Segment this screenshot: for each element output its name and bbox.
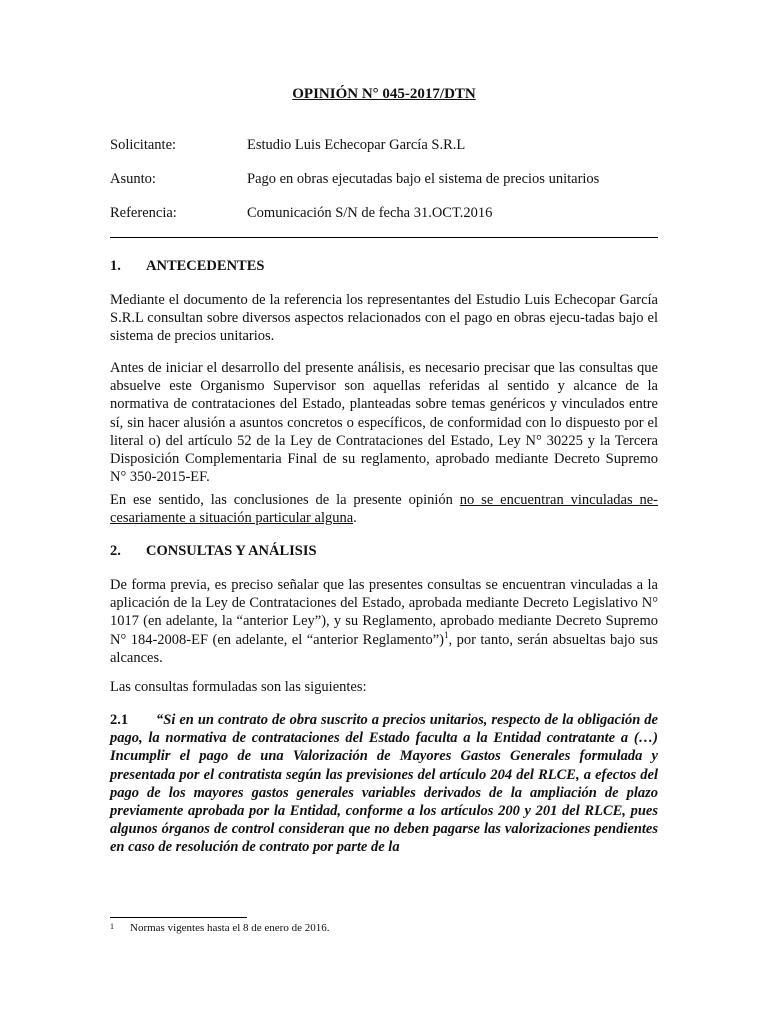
section-1-title: ANTECEDENTES xyxy=(146,258,265,274)
footnote-text: Normas vigentes hasta el 8 de enero de 2016. xyxy=(130,922,330,934)
section-1-number: 1. xyxy=(110,258,121,274)
footnote-divider xyxy=(110,917,247,918)
section-1-paragraph-3 xyxy=(110,491,658,527)
section-1-heading xyxy=(110,258,264,275)
referencia-value: Comunicación S/N de fecha 31.OCT.2016 xyxy=(247,205,493,221)
section-2-p1-end: , por tanto, serán absueltas bajo sus alcances. xyxy=(110,631,658,666)
paragraph-3-end: . xyxy=(353,510,357,527)
section-2-title: CONSULTAS Y ANÁLISIS xyxy=(146,543,317,559)
solicitante-value: Estudio Luis Echecopar García S.R.L xyxy=(247,137,466,153)
question-2-1 xyxy=(110,711,658,857)
section-2-p1-text: De forma previa, es preciso señalar que las presentes consultas se encuentran vinculadas a la aplicación de la Ley de Contrataciones del Estado, aprobada mediante Decreto Legislativo N° 1017 (en adelante, la “anterior Ley”), y su Reglamento, aprobado mediante Decreto Supremo N° 184-2008-EF (en adelante, el “anterior Reglamento”) xyxy=(110,577,658,648)
section-1-paragraph-2: Antes de iniciar el desarrollo del presente análisis, es necesario precisar que las consultas que absuelve este Organismo Supervisor son aquellas referidas al sentido y alcance de la normativa de contrataciones del Estado, planteadas sobre temas genéricos y vinculados entre sí, sin hacer alusión a asuntos concretos o específicos, de conformidad con lo dispuesto por el literal o) del artículo 52 de la Ley de Contrataciones del Estado, Ley N° 30225 y la Tercera Disposición Complementaria Final de su reglamento, aprobado mediante Decreto Supremo N° 350-2015-EF. xyxy=(110,360,658,486)
asunto-label: Asunto: xyxy=(110,171,156,187)
section-1-paragraph-1: Mediante el documento de la referencia los representantes del Estudio Luis Echecopar García S.R.L consultan sobre diversos aspectos relacionados con el pago en obras ejecu-tadas bajo el sistema de precios unitarios. xyxy=(110,292,658,345)
section-2-paragraph-2: Las consultas formuladas son las siguientes: xyxy=(110,679,367,695)
footnote-number: 1 xyxy=(110,922,114,931)
referencia-label: Referencia: xyxy=(110,205,177,221)
asunto-value: Pago en obras ejecutadas bajo el sistema de precios unitarios xyxy=(247,171,600,187)
section-2-heading xyxy=(110,543,317,560)
document-title: OPINIÓN N° 045-2017/DTN xyxy=(292,86,476,102)
solicitante-label: Solicitante: xyxy=(110,137,177,153)
section-2-number: 2. xyxy=(110,543,121,559)
footnote-ref[interactable]: 1 xyxy=(444,629,449,640)
question-2-1-text: “Si en un contrato de obra suscrito a precios unitarios, respecto de la obligación de pago, la normativa de contrataciones del Estado faculta a la Entidad contratante a (…) Incumplir el pago de una Valorización de Mayores Gastos Generales formulada y presentada por el contratista según las previsiones del artículo 204 del RLCE, a efectos del pago de los mayores gastos generales variables derivados de la ampliación de plazo previamente aprobada por la Entidad, conforme a los artículos 200 y 201 del RLCE, pues algunos órganos de control consideran que no deben pagarse las valorizaciones pendientes en caso de resolución de contrato por parte de la xyxy=(110,712,658,856)
header-divider xyxy=(110,237,658,238)
paragraph-3-start: En ese sentido, las conclusiones de la presente opinión xyxy=(110,492,460,508)
question-2-1-number: 2.1 xyxy=(110,712,129,728)
paragraph-3-underlined: no se encuentran vinculadas ne-cesariamente a situación particular alguna xyxy=(110,492,659,527)
section-2-paragraph-1 xyxy=(110,576,658,667)
